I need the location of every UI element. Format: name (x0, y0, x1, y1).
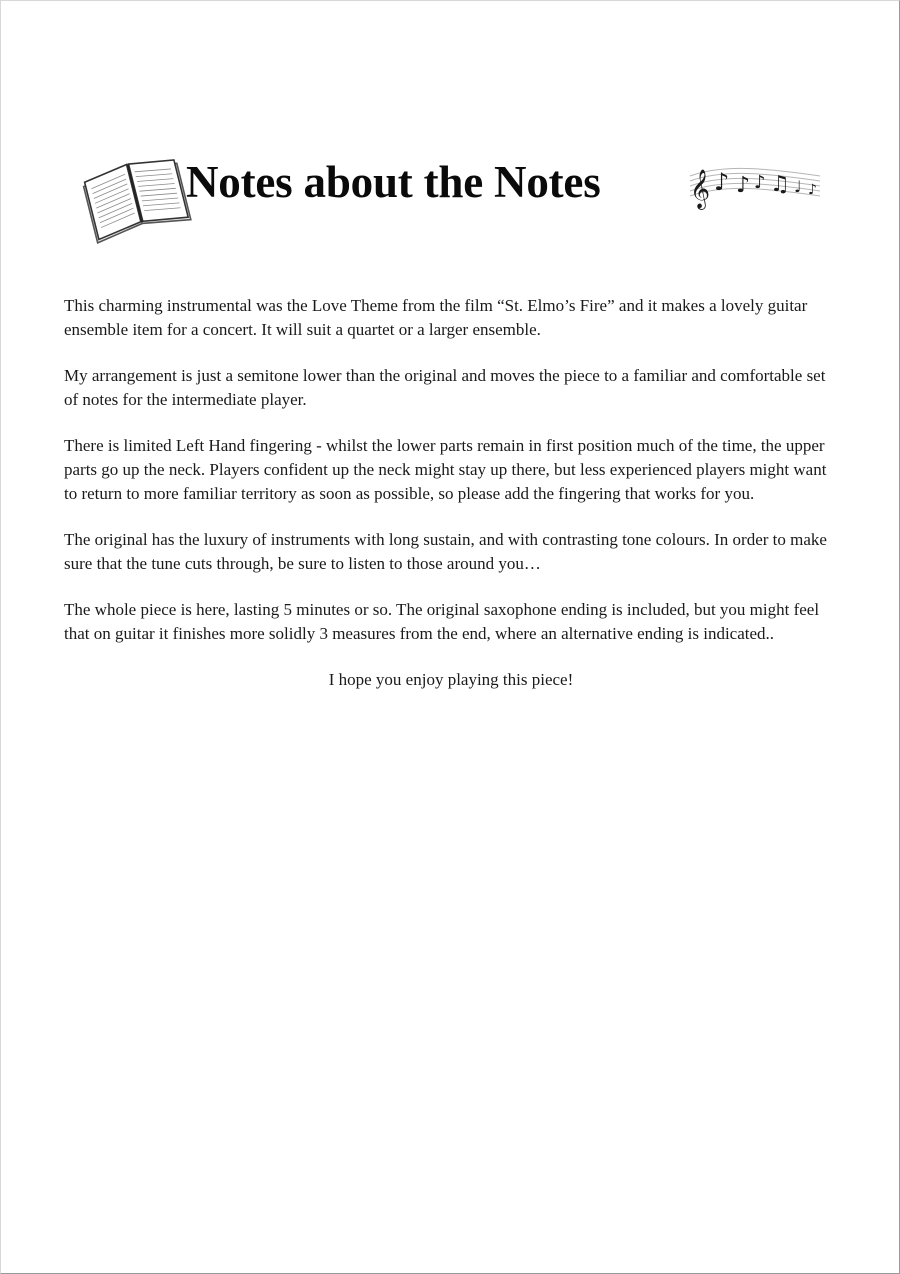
svg-text:♪: ♪ (714, 168, 730, 196)
paragraph-arrangement: My arrangement is just a semitone lower than the original and moves the piece to a familiar and comfortable set of notes for the intermediate player. (64, 366, 826, 409)
svg-text:♪: ♪ (736, 173, 751, 198)
music-notes-icon (684, 154, 824, 212)
open-book-icon (78, 152, 196, 244)
svg-text:♪: ♪ (808, 182, 817, 198)
page-title: Notes about the Notes (186, 157, 601, 207)
paragraph-intro: This charming instrumental was the Love Theme from the film “St. Elmo’s Fire” and it makes a lovely guitar ensemble item for a concert. It will suit a quartet or a larger ensemble. (64, 296, 808, 339)
document-body (64, 294, 838, 692)
svg-text:♫: ♫ (770, 172, 790, 197)
paragraph-fingering: There is limited Left Hand fingering - whilst the lower parts remain in first position much of the time, the upper parts go up the neck. Players confident up the neck might stay up there, but less experienced players might want to return to more familiar territory as soon as possible, so please add the fingering that works for you. (64, 436, 827, 503)
svg-text:♪: ♪ (754, 172, 766, 193)
svg-text:♩: ♩ (794, 177, 802, 196)
closing-line: I hope you enjoy playing this piece! (328, 670, 574, 689)
page-header (74, 148, 834, 248)
svg-text:𝄞: 𝄞 (690, 169, 711, 209)
paragraph-ending: The whole piece is here, lasting 5 minutes or so. The original saxophone ending is included, but you might feel that on guitar it finishes more solidly 3 measures from the end, where an alternative ending is indicated.. (64, 600, 820, 643)
paragraph-sustain: The original has the luxury of instruments with long sustain, and with contrasting tone colours. In order to make sure that the tune cuts through, be sure to listen to those around you… (64, 530, 827, 573)
